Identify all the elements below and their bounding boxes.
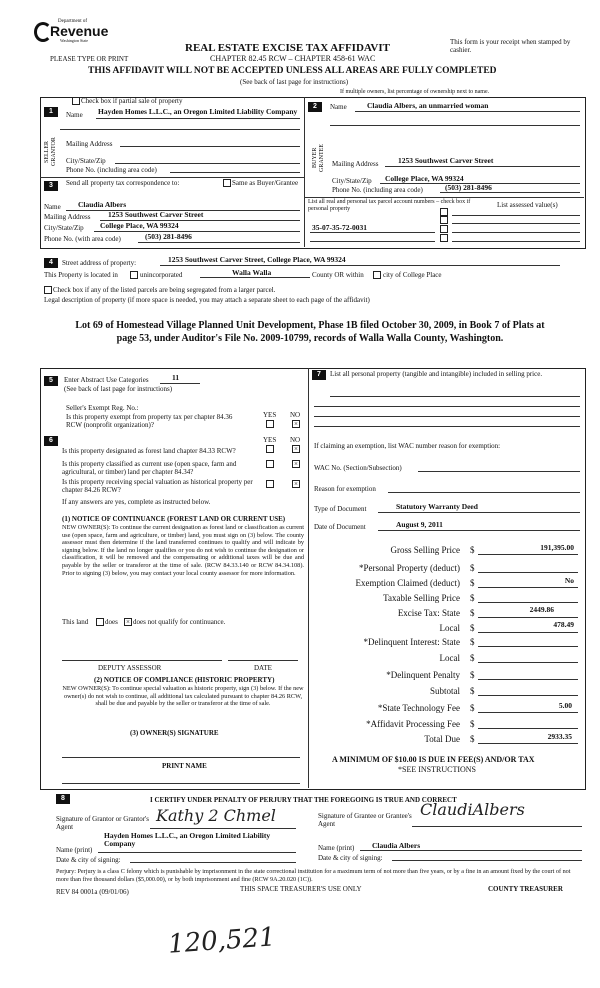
continuance-text: NEW OWNER(S): To continue the current designation as forest land or classification as current use (open space, farm and agriculture, or timber) land, you must sign on (3) below. The county assessor must then determine if the land transferred continues to qualify and will indicate by signing below. If the land no longer qualifies or you do not wish to continue the designation or classification, it will be removed and the compensating or additional taxes will be due and payable by the seller or transferor at the time of sale. (RCW 84.33.140 or RCW 84.34.108). Prior to signing (3) below, you may contact your local county assessor for more information. xyxy=(62,524,304,577)
corr-name-value: Claudia Albers xyxy=(78,200,127,209)
dollar-sign: $ xyxy=(470,719,475,729)
reason-label: Reason for exemption xyxy=(314,485,376,493)
buyer-name-value: Claudia Albers, an unmarried woman xyxy=(367,101,489,110)
street-value: 1253 Southwest Carver Street, College Place, WA 99324 xyxy=(168,255,346,264)
calc-label: Excise Tax: State xyxy=(397,608,460,618)
assessed-label: List assessed value(s) xyxy=(497,201,558,209)
historic-question: Is this property receiving special valuation as historical property per chapter 84.26 RCW? xyxy=(62,478,253,494)
corr-city-value: College Place, WA 99324 xyxy=(100,221,179,230)
calc-label: Exemption Claimed (deduct) xyxy=(355,578,460,588)
dollar-sign: $ xyxy=(470,703,475,713)
calc-label: Gross Selling Price xyxy=(390,545,460,555)
buyer-phone-value: (503) 281-8496 xyxy=(445,183,492,192)
minimum-note: A MINIMUM OF $10.00 IS DUE IN FEE(S) AND/OR TAX xyxy=(332,755,535,764)
calc-label: *Affidavit Processing Fee xyxy=(366,719,460,729)
please-type: PLEASE TYPE OR PRINT xyxy=(50,55,129,63)
logo-word: Revenue xyxy=(50,23,109,39)
seller-phone-label: Phone No. (including area code) xyxy=(66,166,157,174)
exempt-yes-checkbox[interactable] xyxy=(266,420,274,428)
wac-claim-label: If claiming an exemption, list WAC number reason for exemption: xyxy=(314,442,501,450)
historic-no-checkbox[interactable]: × xyxy=(292,480,300,488)
calc-label: Subtotal xyxy=(429,686,460,696)
dollar-sign: $ xyxy=(470,545,475,555)
grantee-sig-label: Signature of Grantee or Grantee's Agent xyxy=(318,812,412,828)
does-checkbox[interactable] xyxy=(96,618,104,626)
buyer-mailing-value: 1253 Southwest Carver Street xyxy=(398,156,494,165)
buyer-mailing-label: Mailing Address xyxy=(332,160,379,168)
county-value: Walla Walla xyxy=(232,268,272,277)
grantor-sig-label: Signature of Grantor or Grantor's Agent xyxy=(56,815,150,831)
lower-divider xyxy=(308,368,309,788)
forest-question: Is this property designated as forest land chapter 84.33 RCW? xyxy=(62,447,236,455)
same-as-buyer-checkbox[interactable] xyxy=(223,179,231,187)
dollar-sign: $ xyxy=(470,623,475,633)
doc-type-label: Type of Document xyxy=(314,505,367,513)
unincorporated-label: unincorporated xyxy=(140,271,183,279)
logo-line1: Department of xyxy=(58,19,88,24)
form-chapter: CHAPTER 82.45 RCW – CHAPTER 458-61 WAC xyxy=(210,54,376,63)
continuance-title: (1) NOTICE OF CONTINUANCE (FOREST LAND OR CURRENT USE) xyxy=(62,515,286,523)
dollar-sign: $ xyxy=(470,563,475,573)
calc-value: 478.49 xyxy=(553,620,574,629)
unincorporated-checkbox[interactable] xyxy=(130,271,138,279)
within-city-checkbox[interactable] xyxy=(373,271,381,279)
compliance-title: (2) NOTICE OF COMPLIANCE (HISTORIC PROPERTY) xyxy=(94,676,275,684)
city-of-label: city of College Place xyxy=(383,271,442,279)
grantee-date-label: Date & city of signing: xyxy=(318,854,383,862)
grantor-print-label: Name (print) xyxy=(56,846,93,854)
street-label: Street address of property: xyxy=(62,259,137,267)
compliance-text: NEW OWNER(S): To continue special valuation as historic property, sign (3) below. If the new owner(s) do not wish to continue, all additional tax calculated pursuant to chapter 84.26 RCW, shall be due and payable by the seller or transferor at the time of sale. xyxy=(62,685,304,708)
dor-logo xyxy=(34,18,109,44)
see-back: (See back of last page for instructions) xyxy=(240,78,349,86)
same-as-buyer-label: Same as Buyer/Grantee xyxy=(232,179,299,187)
buyer-phone-label: Phone No. (including area code) xyxy=(332,186,423,194)
dollar-sign: $ xyxy=(470,593,475,603)
dollar-sign: $ xyxy=(470,686,475,696)
form-warning: THIS AFFIDAVIT WILL NOT BE ACCEPTED UNLESS ALL AREAS ARE FULLY COMPLETED xyxy=(88,66,497,76)
dollar-sign: $ xyxy=(470,670,475,680)
land-does-label: This land xyxy=(62,618,89,626)
calc-label: Total Due xyxy=(424,734,460,744)
doc-date-value: August 9, 2011 xyxy=(396,520,443,529)
parcel-4-checkbox[interactable] xyxy=(440,216,448,224)
doc-date-label: Date of Document xyxy=(314,523,366,531)
forest-no-checkbox[interactable]: × xyxy=(292,445,300,453)
legal-value: Lot 69 of Homestead Village Planned Unit Development, Phase 1B filed October 30, 2009, in Book 7 of Plats at page 53, under Auditor's File No. 2009-10799, records of Walla Walla County, Washington. xyxy=(75,320,545,344)
calc-label: *Personal Property (deduct) xyxy=(359,563,460,573)
legal-label: Legal description of property (if more space is needed, you may attach a separate sheet to each page of the affidavit) xyxy=(44,296,370,304)
seller-mailing-label: Mailing Address xyxy=(66,140,113,148)
exempt-reg-label: Seller's Exempt Reg. No.: xyxy=(66,404,139,412)
dollar-sign: $ xyxy=(470,653,475,663)
deputy-date-label: DATE xyxy=(254,664,272,672)
segregated-label: Check box if any of the listed parcels are being segregated from a larger parcel. xyxy=(53,286,276,294)
current-use-no-checkbox[interactable]: × xyxy=(292,460,300,468)
corr-name-label: Name xyxy=(44,203,61,211)
corr-mailing-value: 1253 Southwest Carver Street xyxy=(108,210,204,219)
calc-label: Taxable Selling Price xyxy=(383,593,460,603)
partial-sale-checkbox[interactable] xyxy=(72,97,80,105)
calc-label: *State Technology Fee xyxy=(377,703,460,713)
owner-signature-label: (3) OWNER(S) SIGNATURE xyxy=(130,729,219,737)
grantee-print-value: Claudia Albers xyxy=(372,841,421,850)
does-not-label: does not qualify for continuance. xyxy=(133,618,226,626)
multiple-owners: If multiple owners, list percentage of ownership next to name. xyxy=(340,89,490,95)
see-instructions: *SEE INSTRUCTIONS xyxy=(398,765,477,774)
calc-value: 2933.35 xyxy=(547,732,572,741)
grantor-date-label: Date & city of signing: xyxy=(56,856,121,864)
handwritten-number: 120,521 xyxy=(167,922,277,960)
calc-label: Local xyxy=(439,623,460,633)
grantee-print-label: Name (print) xyxy=(318,844,355,852)
section-3-number: 3 xyxy=(44,181,58,191)
dollar-sign: $ xyxy=(470,734,475,744)
wac-no-label: WAC No. (Section/Subsection) xyxy=(314,464,402,472)
county-or-label: County OR within xyxy=(312,271,364,279)
grantor-signature: Kathy 2 Chmel xyxy=(156,806,276,825)
certify-statement: I CERTIFY UNDER PENALTY OF PERJURY THAT THE FOREGOING IS TRUE AND CORRECT xyxy=(150,796,457,804)
partial-sale-label: Check box if partial sale of property xyxy=(81,97,183,105)
seller-name-label: Name xyxy=(66,111,83,119)
seller-side-label: SELLER GRANTOR xyxy=(44,137,57,167)
current-use-question: Is this property classified as current use (open space, farm and agricultural, or timber) land per chapter 84.34? xyxy=(62,460,237,476)
section-6-number: 6 xyxy=(44,436,58,446)
historic-yes-checkbox[interactable] xyxy=(266,480,274,488)
buyer-city-value: College Place, WA 99324 xyxy=(385,174,464,183)
corr-city-label: City/State/Zip xyxy=(44,224,84,232)
county-treasurer: COUNTY TREASURER xyxy=(488,885,563,893)
grantee-signature: ClaudiAlbers xyxy=(420,800,525,819)
does-label: does xyxy=(105,618,118,626)
parties-divider xyxy=(304,97,305,247)
exempt-question: Is this property exempt from property tax per chapter 84.36 RCW (nonprofit organization)? xyxy=(66,413,233,429)
current-use-yes-checkbox[interactable] xyxy=(266,460,274,468)
section-7-number: 7 xyxy=(312,370,326,380)
parcel-1-value: 35-07-35-72-0031 xyxy=(312,223,367,232)
section-2-number: 2 xyxy=(308,102,322,112)
dollar-sign: $ xyxy=(470,578,475,588)
abstract-value: 11 xyxy=(172,373,180,382)
calc-value: 5.00 xyxy=(558,701,572,710)
doc-type-value: Statutory Warranty Deed xyxy=(396,502,478,511)
calc-label: *Delinquent Penalty xyxy=(386,670,460,680)
parcel-1-checkbox[interactable] xyxy=(440,225,448,233)
yes-header-6: YES xyxy=(263,436,277,444)
perjury-text: Perjury: Perjury is a class C felony which is punishable by imprisonment in the state correctional institution for a maximum term of not more than five years, or by a fine in an amount fixed by the court of not more than five thousand dollars ($5,000.00), or by both imprisonment and fine (RCW 9A.20.020 (1C)). xyxy=(56,868,571,883)
abstract-note: (See back of last page for instructions) xyxy=(64,385,173,393)
located-label: This Property is located in xyxy=(44,271,118,279)
section-8-number: 8 xyxy=(56,794,70,804)
deputy-assessor-label: DEPUTY ASSESSOR xyxy=(98,664,162,672)
correspondence-label: Send all property tax correspondence to: xyxy=(66,179,180,187)
personal-property-label: List all personal property (tangible and intangible) included in selling price. xyxy=(330,370,543,378)
parcels-label: List all real and personal tax parcel account numbers – check box if personal property xyxy=(308,199,471,212)
buyer-side-label: BUYER GRANTEE xyxy=(312,144,325,172)
corr-mailing-label: Mailing Address xyxy=(44,213,91,221)
treasurer-use: THIS SPACE TREASURER'S USE ONLY xyxy=(240,885,362,893)
seller-city-label: City/State/Zip xyxy=(66,157,106,165)
calc-label: *Delinquent Interest: State xyxy=(363,637,460,647)
if-yes-note: If any answers are yes, complete as instructed below. xyxy=(62,498,211,506)
print-name-label: PRINT NAME xyxy=(162,762,207,770)
section-5-number: 5 xyxy=(44,376,58,386)
exempt-no-checkbox[interactable]: × xyxy=(292,420,300,428)
no-header-6: NO xyxy=(290,436,301,444)
forest-yes-checkbox[interactable] xyxy=(266,445,274,453)
does-not-checkbox[interactable]: × xyxy=(124,618,132,626)
parcel-2-checkbox[interactable] xyxy=(440,234,448,242)
no-header-5: NO xyxy=(290,411,301,419)
receipt-note: This form is your receipt when stamped by cashier. xyxy=(450,38,571,54)
calc-value: 191,395.00 xyxy=(540,543,574,552)
corr-phone-label: Phone No. (with area code) xyxy=(44,235,121,243)
grantor-print-value: Hayden Homes L.L.C., an Oregon Limited Liability Company xyxy=(104,831,271,848)
yes-header-5: YES xyxy=(263,411,277,419)
calc-label: Local xyxy=(439,653,460,663)
dollar-sign: $ xyxy=(470,637,475,647)
property-section-number: 4 xyxy=(44,258,58,268)
logo-line3: Washington State xyxy=(60,38,89,43)
segregated-checkbox[interactable] xyxy=(44,286,52,294)
form-title: REAL ESTATE EXCISE TAX AFFIDAVIT xyxy=(185,42,390,54)
corr-phone-value: (503) 281-8496 xyxy=(145,232,192,241)
seller-name-value: Hayden Homes L.L.C., an Oregon Limited Liability Company xyxy=(98,107,298,116)
calc-value: 2449.86 xyxy=(529,605,554,614)
dollar-sign: $ xyxy=(470,608,475,618)
abstract-label: Enter Abstract Use Categories xyxy=(64,376,149,384)
calc-value: No xyxy=(564,576,574,585)
rev-number: REV 84 0001a (09/01/06) xyxy=(56,888,129,896)
buyer-name-label: Name xyxy=(330,103,347,111)
buyer-city-label: City/State/Zip xyxy=(332,177,372,185)
parcel-3-checkbox[interactable] xyxy=(440,208,448,216)
section-1-number: 1 xyxy=(44,107,58,117)
